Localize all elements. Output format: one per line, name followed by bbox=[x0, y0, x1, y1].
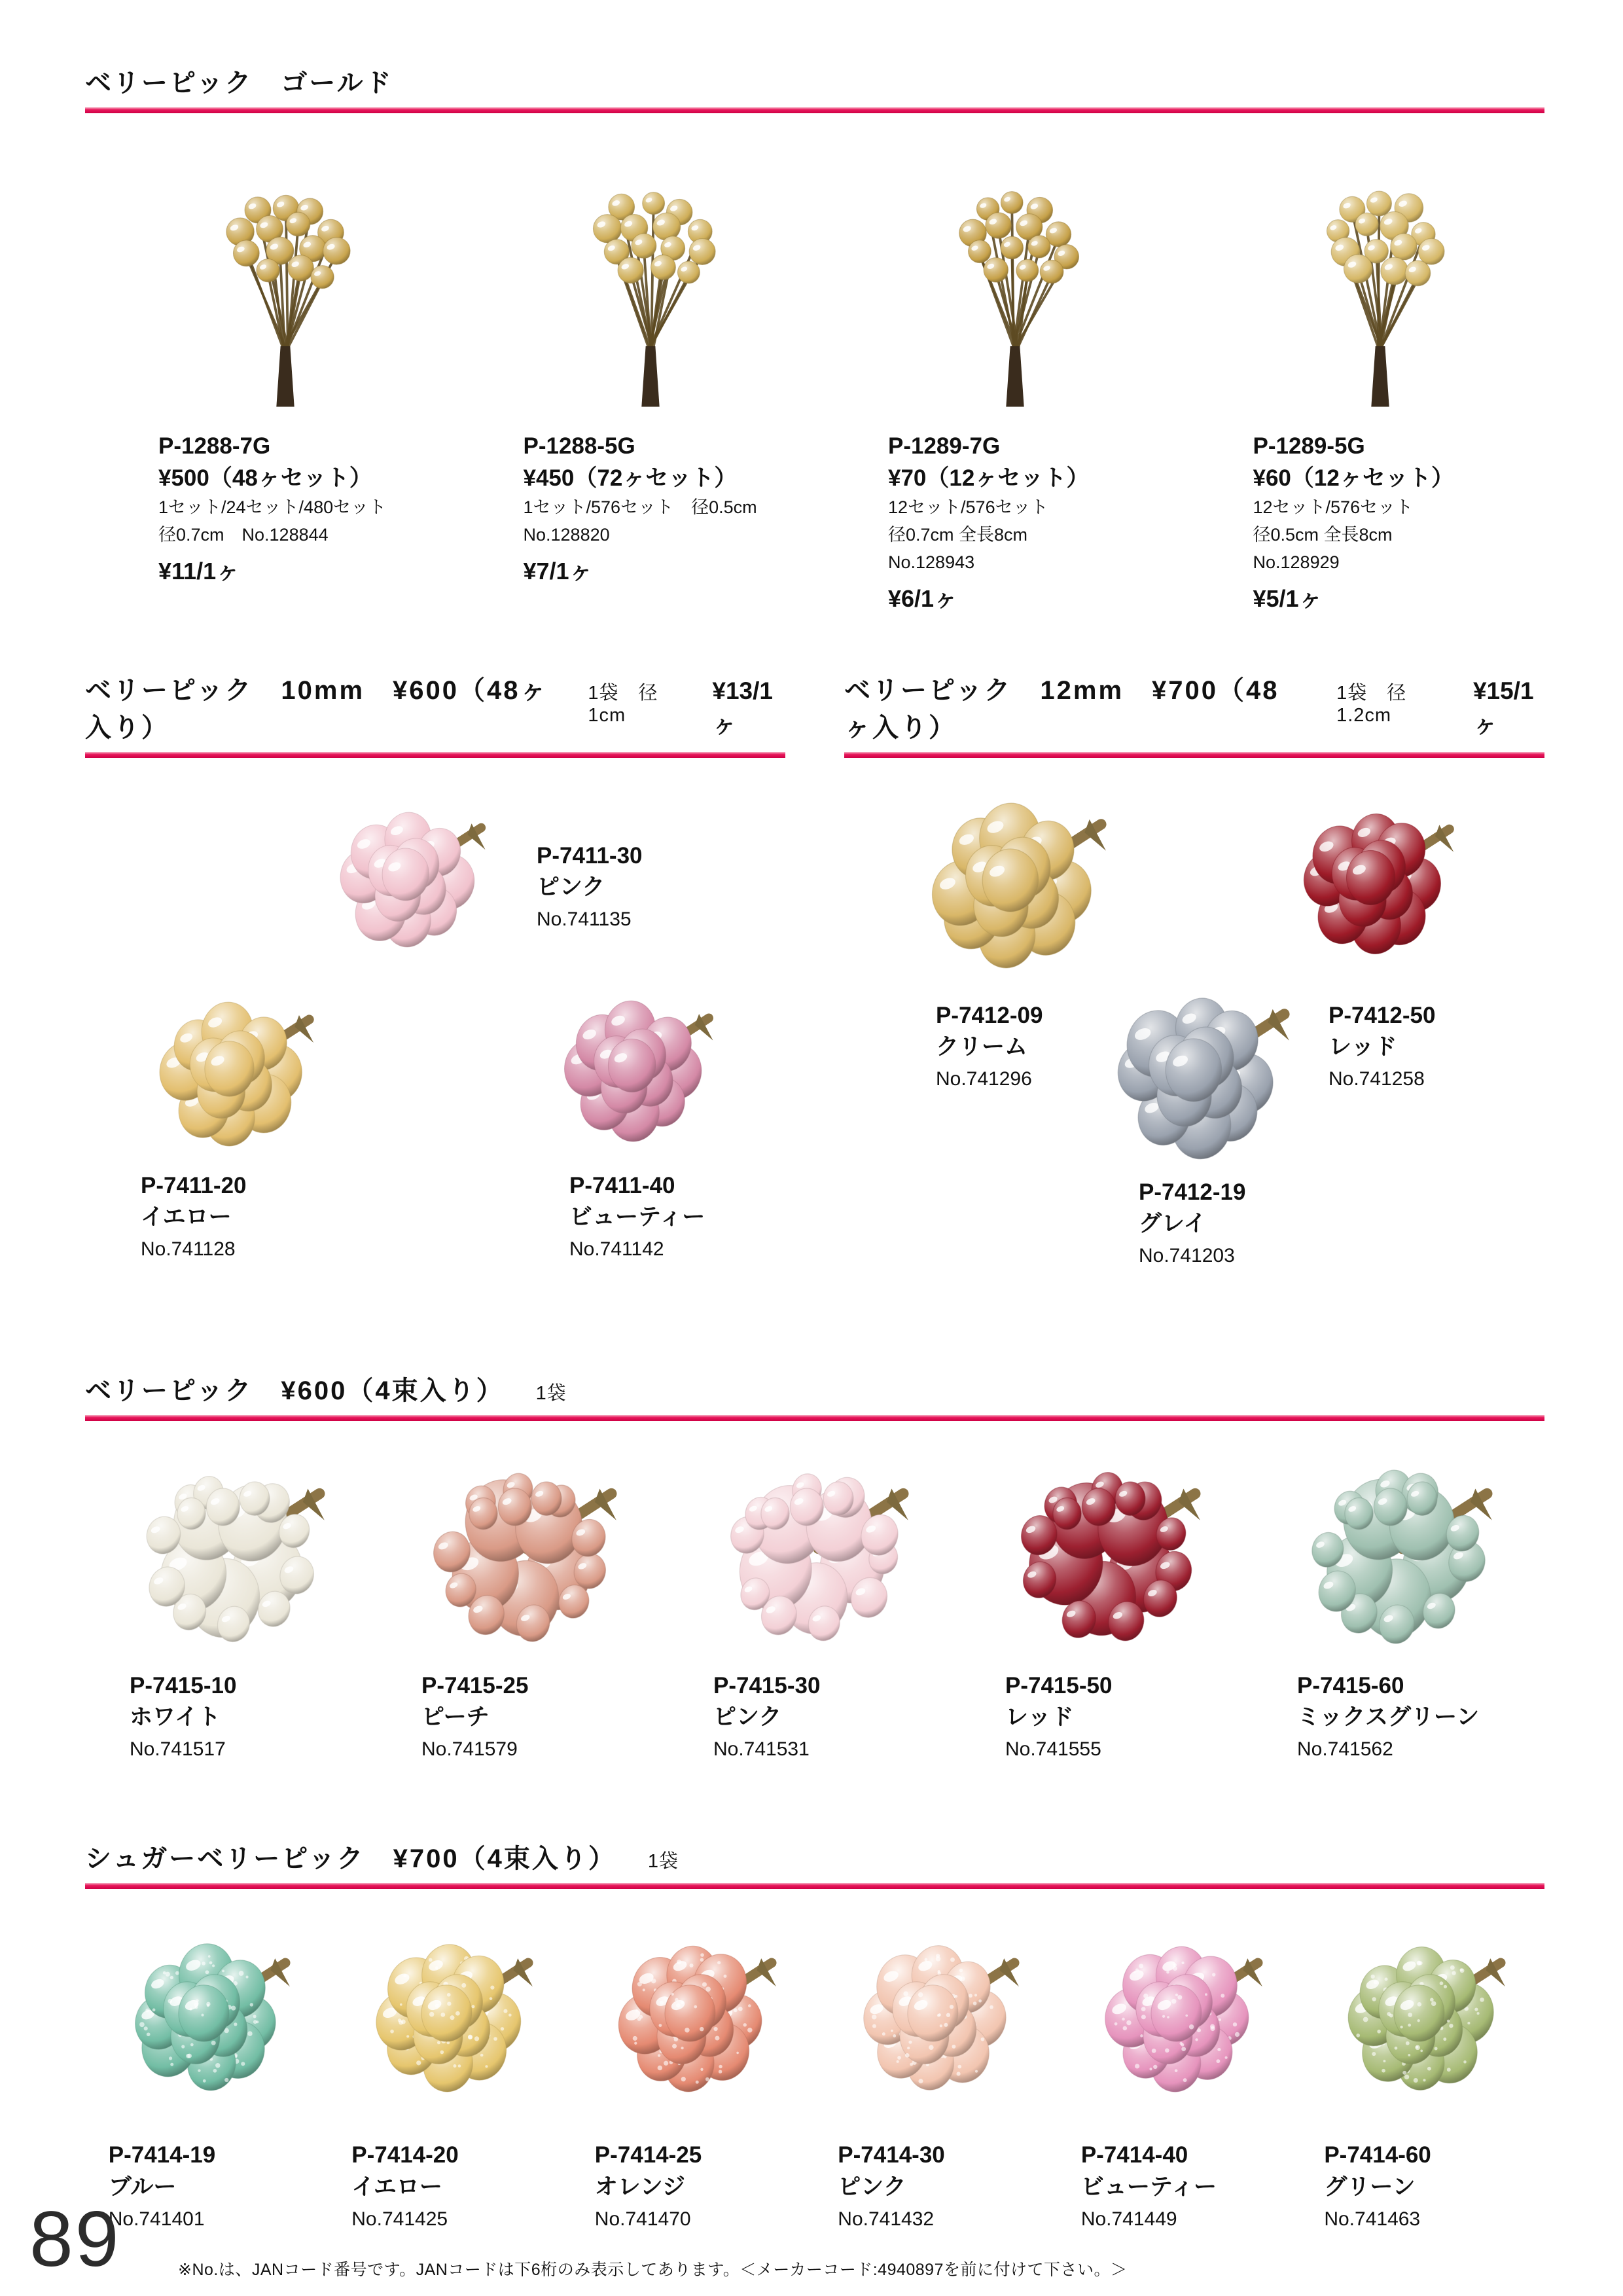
product-code: P-1288-7G bbox=[158, 433, 271, 459]
product-color-name: グレイ bbox=[1139, 1211, 1207, 1237]
product-code: P-7411-20 bbox=[141, 1172, 247, 1198]
product-detail: No.128929 bbox=[1253, 552, 1340, 572]
product-label bbox=[450, 432, 815, 586]
product-code: P-7411-40 bbox=[569, 1172, 675, 1198]
product-card bbox=[1301, 1915, 1544, 2233]
product-color-name: ホワイト bbox=[130, 1704, 221, 1731]
product-image-berry-cluster bbox=[118, 1915, 296, 2111]
product-jan-number: No.741463 bbox=[1324, 2208, 1421, 2230]
product-label bbox=[109, 2141, 305, 2233]
product-label bbox=[1324, 2141, 1520, 2233]
product-code: P-7415-50 bbox=[1005, 1672, 1113, 1698]
product-jan-number: No.741579 bbox=[421, 1738, 518, 1760]
product-code: P-7414-30 bbox=[838, 2142, 945, 2168]
product-label bbox=[1297, 1672, 1500, 1763]
product-code: P-7415-25 bbox=[421, 1672, 529, 1698]
product-jan-number: No.741135 bbox=[537, 908, 632, 930]
section-sugar-note: 1袋 bbox=[647, 1851, 679, 1873]
product-jan-number: No.741142 bbox=[569, 1238, 664, 1260]
section-bundle-title: ベリーピック ¥600（4束入り） bbox=[85, 1376, 505, 1405]
product-jan-number: No.741449 bbox=[1080, 2208, 1177, 2230]
product-label bbox=[815, 432, 1180, 614]
product-jan-number: No.741296 bbox=[936, 1067, 1032, 1090]
product-image-berry-cluster bbox=[847, 1915, 1025, 2111]
section-divider-rule bbox=[844, 752, 1544, 758]
product-jan-number: No.741555 bbox=[1005, 1738, 1101, 1760]
product-color-name: ピンク bbox=[713, 1704, 782, 1731]
jan-code-footnote: ※No.は、JANコード番号です。JANコードは下6桁のみ表示してあります。＜メーカーコード:4940897を前に付けて下さい。＞ bbox=[178, 2261, 1128, 2279]
product-image-berry-cluster bbox=[423, 1447, 623, 1653]
product-card bbox=[961, 1447, 1253, 1763]
section-berry12-title: ベリーピック 12mm ¥700（48ヶ入り） bbox=[844, 675, 1279, 742]
product-card bbox=[815, 1915, 1058, 2233]
section-berry10 bbox=[85, 670, 785, 1291]
gold-products-row bbox=[85, 136, 1544, 614]
product-jan-number: No.741203 bbox=[1139, 1244, 1235, 1266]
product-card bbox=[85, 1915, 329, 2233]
product-label bbox=[1139, 1178, 1245, 1270]
product-jan-number: No.741562 bbox=[1297, 1738, 1393, 1760]
product-code: P-7414-25 bbox=[594, 2142, 702, 2168]
product-detail: 径0.5cm 全長8cm bbox=[1253, 525, 1393, 545]
product-image-berry-cluster bbox=[326, 792, 491, 960]
product-jan-number: No.741128 bbox=[141, 1238, 236, 1260]
product-color-name: ブルー bbox=[108, 2174, 177, 2200]
product-unit-price: ¥7/1ヶ bbox=[523, 557, 593, 584]
product-jan-number: No.741432 bbox=[838, 2208, 935, 2230]
product-label bbox=[351, 2141, 548, 2233]
product-color-name: ビューティー bbox=[1080, 2174, 1217, 2200]
product-jan-number: No.741531 bbox=[713, 1738, 810, 1760]
product-image-berry-cluster bbox=[1180, 136, 1545, 411]
section-sugar bbox=[85, 1838, 1544, 2233]
product-color-name: オレンジ bbox=[594, 2174, 686, 2200]
product-card bbox=[85, 1447, 377, 1763]
product-label bbox=[537, 842, 643, 933]
bundle-products-row bbox=[85, 1447, 1544, 1763]
product-image-berry-cluster bbox=[1288, 792, 1459, 967]
section-gold-title: ベリーピック ゴールド bbox=[85, 69, 393, 98]
product-card bbox=[1180, 136, 1545, 614]
product-code: P-7415-60 bbox=[1297, 1672, 1404, 1698]
product-color-name: ピンク bbox=[537, 874, 605, 901]
product-detail: 径0.7cm 全長8cm bbox=[888, 525, 1028, 545]
product-code: P-7414-19 bbox=[108, 2142, 216, 2168]
product-image-berry-cluster bbox=[1299, 1447, 1499, 1653]
section-divider-rule bbox=[85, 1415, 1544, 1421]
product-color-name: イエロー bbox=[351, 2174, 442, 2200]
product-code: P-1288-5G bbox=[523, 433, 635, 459]
product-card bbox=[377, 1447, 669, 1763]
product-image-berry-cluster bbox=[132, 1447, 331, 1653]
berry12-products-area bbox=[844, 758, 1544, 1291]
berry10-products-area bbox=[85, 758, 785, 1291]
product-unit-price: ¥5/1ヶ bbox=[1253, 584, 1323, 612]
product-code: P-7412-09 bbox=[936, 1002, 1043, 1028]
product-card bbox=[669, 1447, 961, 1763]
section-bundle-note: 1袋 bbox=[535, 1382, 567, 1404]
product-detail: 12セット/576セット bbox=[888, 497, 1048, 518]
product-detail: 1セット/24セット/480セット bbox=[158, 497, 387, 518]
product-jan-number: No.741401 bbox=[108, 2208, 205, 2230]
product-code: P-7411-30 bbox=[537, 842, 643, 869]
product-image-berry-cluster bbox=[1090, 1915, 1268, 2111]
product-card bbox=[1058, 1915, 1301, 2233]
product-color-name: レッド bbox=[1005, 1704, 1074, 1731]
product-code: P-7412-50 bbox=[1329, 1002, 1436, 1028]
product-image-berry-cluster bbox=[915, 781, 1113, 982]
product-label bbox=[713, 1672, 916, 1763]
section-divider-rule bbox=[85, 752, 785, 758]
product-label bbox=[1081, 2141, 1277, 2233]
product-code: P-7414-20 bbox=[351, 2142, 459, 2168]
section-berry12 bbox=[844, 670, 1544, 1291]
product-label bbox=[421, 1672, 624, 1763]
section-bundle bbox=[85, 1370, 1544, 1763]
product-code: P-1289-5G bbox=[1253, 433, 1365, 459]
product-code: P-7412-19 bbox=[1139, 1179, 1246, 1205]
section-gold bbox=[85, 62, 1544, 614]
product-card bbox=[450, 136, 815, 614]
product-color-name: ピンク bbox=[838, 2174, 906, 2200]
product-image-berry-cluster bbox=[361, 1915, 539, 2111]
product-code: P-7414-60 bbox=[1324, 2142, 1431, 2168]
product-code: P-7415-30 bbox=[713, 1672, 821, 1698]
page-number: 89 bbox=[29, 2195, 121, 2283]
product-unit-price: ¥11/1ヶ bbox=[158, 557, 240, 584]
product-detail: 径0.7cm No.128844 bbox=[158, 525, 329, 545]
product-price: ¥70（12ヶセット） bbox=[888, 465, 1090, 491]
product-jan-number: No.741258 bbox=[1329, 1067, 1425, 1090]
product-label bbox=[141, 1172, 247, 1263]
product-image-berry-cluster bbox=[1007, 1447, 1207, 1653]
product-color-name: ビューティー bbox=[569, 1204, 705, 1230]
section-divider-rule bbox=[85, 107, 1544, 113]
product-color-name: ピーチ bbox=[421, 1704, 490, 1731]
section-sugar-title: シュガーベリーピック ¥700（4束入り） bbox=[85, 1844, 616, 1874]
product-unit-price: ¥6/1ヶ bbox=[888, 584, 958, 612]
product-card bbox=[571, 1915, 815, 2233]
product-color-name: イエロー bbox=[141, 1204, 232, 1230]
product-code: P-1289-7G bbox=[888, 433, 1001, 459]
product-label bbox=[130, 1672, 332, 1763]
section-divider-rule bbox=[85, 1883, 1544, 1889]
product-image-berry-cluster bbox=[1098, 971, 1296, 1172]
product-code: P-7414-40 bbox=[1080, 2142, 1188, 2168]
product-detail: No.128943 bbox=[888, 552, 975, 572]
product-image-berry-cluster bbox=[145, 982, 319, 1159]
product-jan-number: No.741517 bbox=[130, 1738, 226, 1760]
product-code: P-7415-10 bbox=[130, 1672, 237, 1698]
product-label bbox=[85, 432, 450, 586]
section-berry10-title: ベリーピック 10mm ¥600（48ヶ入り） bbox=[85, 675, 548, 742]
product-card bbox=[815, 136, 1180, 614]
product-label bbox=[936, 1001, 1043, 1093]
product-price: ¥60（12ヶセット） bbox=[1253, 465, 1454, 491]
product-detail: 12セット/576セット bbox=[1253, 497, 1414, 518]
product-label bbox=[1180, 432, 1545, 614]
product-image-berry-cluster bbox=[450, 136, 815, 411]
product-detail: 1セット/576セット 径0.5cm bbox=[523, 497, 757, 518]
section-berry10-note: 1袋 径1cm bbox=[588, 682, 658, 726]
product-detail: No.128820 bbox=[523, 525, 610, 545]
product-card bbox=[329, 1915, 572, 2233]
product-image-berry-cluster bbox=[715, 1447, 915, 1653]
product-label bbox=[838, 2141, 1034, 2233]
product-color-name: ミックスグリーン bbox=[1297, 1704, 1480, 1731]
product-jan-number: No.741425 bbox=[351, 2208, 448, 2230]
section-berry12-note: 1袋 径1.2cm bbox=[1336, 682, 1407, 726]
product-price: ¥450（72ヶセット） bbox=[523, 465, 738, 491]
product-color-name: レッド bbox=[1329, 1034, 1397, 1060]
product-image-berry-cluster bbox=[1333, 1915, 1511, 2111]
product-image-berry-cluster bbox=[604, 1915, 782, 2111]
product-jan-number: No.741470 bbox=[594, 2208, 691, 2230]
section-berry12-unit-price: ¥15/1ヶ bbox=[1472, 677, 1534, 738]
sugar-products-row bbox=[85, 1915, 1544, 2233]
product-label bbox=[569, 1172, 705, 1263]
product-price: ¥500（48ヶセット） bbox=[158, 465, 372, 491]
product-color-name: クリーム bbox=[936, 1034, 1028, 1060]
product-color-name: グリーン bbox=[1324, 2174, 1416, 2200]
product-card bbox=[85, 136, 450, 614]
product-card bbox=[1253, 1447, 1544, 1763]
product-label bbox=[1005, 1672, 1208, 1763]
product-label bbox=[595, 2141, 791, 2233]
product-image-berry-cluster bbox=[551, 982, 719, 1153]
section-berry10-unit-price: ¥13/1ヶ bbox=[712, 677, 773, 738]
product-label bbox=[1329, 1001, 1435, 1093]
product-image-berry-cluster bbox=[815, 136, 1180, 411]
product-image-berry-cluster bbox=[85, 136, 450, 411]
